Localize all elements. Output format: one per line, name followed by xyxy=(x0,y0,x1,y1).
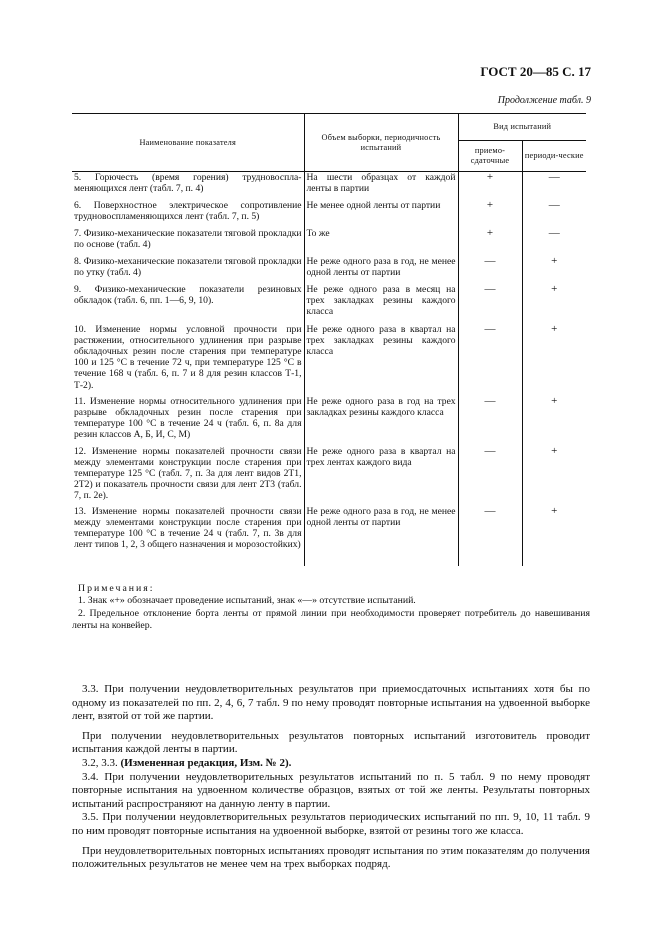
col-header-sample: Объем выборки, периодичность испытаний xyxy=(304,114,458,172)
row-sample: Не реже одного раза в год на трех закладках резины каждого класса xyxy=(304,396,458,446)
row-periodic: + xyxy=(522,256,586,284)
note-item: 1. Знак «+» обозначает проведение испытаний, знак «—» отсутствие испытаний. xyxy=(78,595,416,607)
row-acceptance: — xyxy=(458,324,522,396)
row-acceptance: + xyxy=(458,172,522,200)
row-name: 13. Изменение нормы показателей прочности связи между элементами конструкции после старения при температуре 100 °С в течение 24 ч (табл. 7, п. 3в для лент типов 1, 2, 3 общего назначения и морозостойких) xyxy=(74,505,302,551)
col-header-group: Вид испытаний xyxy=(458,114,586,141)
row-sample: Не реже одного раза в год, не менее одной ленты от партии xyxy=(304,256,458,284)
row-periodic: — xyxy=(522,200,586,228)
row-sample: Не менее одной ленты от партии xyxy=(304,200,458,228)
row-name: 9. Физико-механические показатели резиновых обкладок (табл. 6, пп. 1—6, 9, 10). xyxy=(74,283,302,306)
row-name: 7. Физико-механические показатели тяговой прокладки по основе (табл. 4) xyxy=(74,227,302,250)
row-periodic: + xyxy=(522,396,586,446)
table-row xyxy=(72,506,586,566)
table-row xyxy=(72,446,586,506)
row-acceptance: — xyxy=(458,506,522,566)
row-sample: Не реже одного раза в квартал на трех закладках резины каждого класса xyxy=(304,324,458,396)
note-item: 2. Предельное отклонение борта ленты от прямой линии при необходимости проверяет потребитель до навешивания ленты на конвейер. xyxy=(72,607,590,632)
body-text xyxy=(72,683,590,872)
row-acceptance: — xyxy=(458,284,522,324)
table-row xyxy=(72,200,586,228)
table-row xyxy=(72,396,586,446)
row-name: 11. Изменение нормы относительного удлинения при разрыве обкладочных резин после старения при температуре 100 °С в течение 24 ч (табл. 6, п. 8а для резин классов А, Б, И, С, М) xyxy=(74,395,302,441)
row-acceptance: + xyxy=(458,200,522,228)
row-periodic: + xyxy=(522,284,586,324)
row-acceptance: — xyxy=(458,396,522,446)
table-row xyxy=(72,324,586,396)
paragraph-3-3: 3.3. При получении неудовлетворительных результатов при приемосдаточных испытаниях хотя бы по одному из показателей по пп. 2, 4, 6, 7 табл. 9 по нему проводят повторные испытания на удвоенной выборке лент, взятой от той же партии. xyxy=(72,683,590,723)
table-continuation-label: Продолжение табл. 9 xyxy=(497,95,591,106)
row-acceptance: — xyxy=(458,256,522,284)
row-periodic: + xyxy=(522,324,586,396)
notes-title: Примечания: xyxy=(78,583,155,594)
page-header: ГОСТ 20—85 С. 17 xyxy=(480,64,591,79)
row-name: 12. Изменение нормы показателей прочности связи между элементами конструкции после старения при температуре 125 °С (табл. 7, п. 3а для лент видов 2Т1, 2Т2) и показатель прочности связи для лент 2Т3 (табл. 7, п. 2е). xyxy=(74,445,302,502)
row-sample: На шести образцах от каждой ленты в партии xyxy=(304,172,458,200)
row-sample: Не реже одного раза в квартал на трех лентах каждого вида xyxy=(304,446,458,506)
row-periodic: — xyxy=(522,228,586,256)
test-table xyxy=(72,113,586,566)
row-sample: Не реже одного раза в месяц на трех закладках резины каждого класса xyxy=(304,284,458,324)
row-sample: То же xyxy=(304,228,458,256)
row-name: 10. Изменение нормы условной прочности при растяжении, относительного удлинения при разрыве обкладочных резин после старения при температуре 100 и 125 °С в течение 72 ч, при температуре 125 °С в течение 168 ч (табл. 6, п. 7 и 8 для резин классов Т-1, Т-2). xyxy=(74,323,302,391)
row-periodic: + xyxy=(522,446,586,506)
amendment-note: (Измененная редакция, Изм. № 2). xyxy=(120,756,292,769)
col-header-periodic: периоди-ческие xyxy=(522,141,586,172)
row-sample: Не реже одного раза в год, не менее одной ленты от партии xyxy=(304,506,458,566)
row-acceptance: + xyxy=(458,228,522,256)
paragraph-amendment xyxy=(72,757,590,771)
row-name: 5. Горючесть (время горения) трудновоспламеняющихся лент (табл. 7, п. 4) xyxy=(74,172,302,195)
row-name: 8. Физико-механические показатели тяговой прокладки по утку (табл. 4) xyxy=(74,255,302,278)
paragraph-3-4: 3.4. При получении неудовлетворительных результатов испытаний по п. 5 табл. 9 по нему проводят повторные испытания на удвоенном количестве образцов, взятых от той же ленты. Результаты повторных испытаний распространяют на данную ленту в партии. xyxy=(72,770,590,810)
row-periodic: — xyxy=(522,172,586,200)
paragraph-final: При неудовлетворительных повторных испытаниях проводят испытания по этим показателям до получения положительных результатов не менее чем на трех выборках подряд. xyxy=(72,844,590,871)
notes-section xyxy=(72,583,590,633)
row-acceptance: — xyxy=(458,446,522,506)
col-header-acceptance: приемо-сдаточные xyxy=(458,141,522,172)
col-header-name: Наименование показателя xyxy=(72,114,304,172)
table-row xyxy=(72,256,586,284)
amendment-ref: 3.2, 3.3. xyxy=(82,756,121,769)
row-name: 6. Поверхностное электрическое сопротивление трудновоспламеняющихся лент (табл. 7, п. 5) xyxy=(74,199,302,222)
table-row xyxy=(72,228,586,256)
paragraph-3-5: 3.5. При получении неудовлетворительных результатов периодических испытаний по пп. 9, 10, 11 табл. 9 по ним проводят повторные испытания на удвоенной выборке, взятой от резины того же класса. xyxy=(72,811,590,837)
table-row xyxy=(72,284,586,324)
table-row xyxy=(72,172,586,200)
paragraph-retest: При получении неудовлетворительных результатов повторных испытаний изготовитель проводит испытания каждой ленты в партии. xyxy=(72,729,590,756)
row-periodic: + xyxy=(522,506,586,566)
